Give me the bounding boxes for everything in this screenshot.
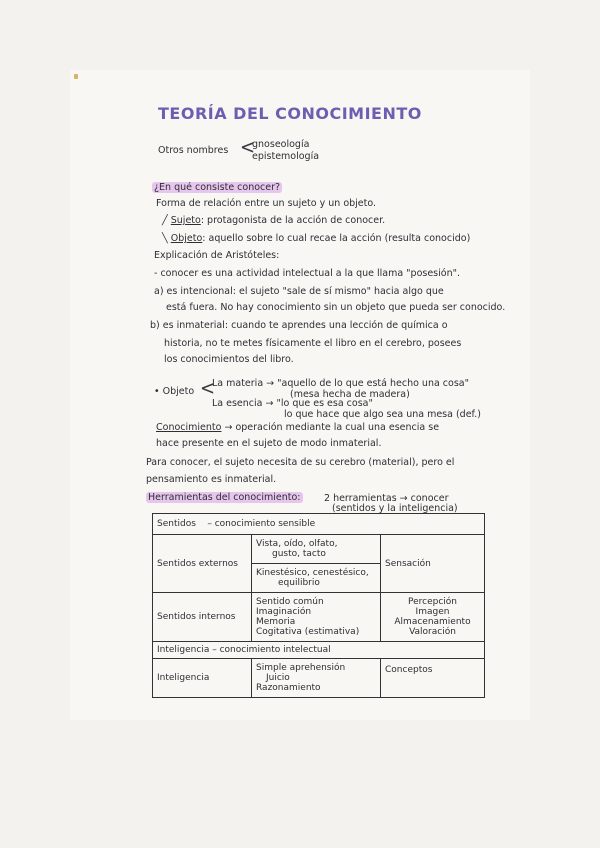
corner-mark	[74, 74, 78, 79]
sentidos-internos-cell: Sentidos internos	[153, 593, 252, 642]
sensacion-cell: Sensación	[381, 535, 485, 593]
otros-nombres-item: gnoseología	[252, 139, 310, 150]
definition-text: Forma de relación entre un sujeto y un objeto.	[156, 198, 377, 209]
aristoteles-line: b) es inmaterial: cuando te aprendes una lección de química o	[150, 320, 448, 331]
internos-result-cell: Percepción Imagen Almacenamiento Valoración	[381, 593, 485, 642]
inteligencia-cell: Inteligencia	[153, 659, 252, 698]
esencia-example: lo que hace que algo sea una mesa (def.)	[284, 409, 481, 420]
herramientas-note: 2 herramientas → conocer	[324, 493, 449, 504]
internos-list-cell: Sentido común Imaginación Memoria Cogitativa (estimativa)	[252, 593, 381, 642]
objeto-line: ╲ Objeto: aquello sobre lo cual recae la acción (resulta conocido)	[162, 233, 471, 244]
sentidos-externos-cell: Sentidos externos	[153, 535, 252, 593]
brace-icon: <	[240, 135, 256, 159]
inteligencia-list-cell: Simple aprehensión Juicio Razonamiento	[252, 659, 381, 698]
table-row	[153, 514, 485, 535]
esencia-line: La esencia → "lo que es esa cosa"	[212, 398, 373, 409]
herramientas-heading: Herramientas del conocimiento:	[148, 492, 301, 503]
conocimiento-line: Conocimiento → operación mediante la cual una esencia se	[156, 422, 440, 433]
herramientas-note: (sentidos y la inteligencia)	[332, 503, 458, 514]
aristoteles-line: - conocer es una actividad intelectual a la que llama "posesión".	[154, 268, 460, 279]
externos-list-cell: Vista, oído, olfato, gusto, tacto	[252, 535, 381, 564]
table-header: Sentidos – conocimiento sensible	[153, 514, 485, 535]
aristoteles-line: está fuera. No hay conocimiento sin un objeto que pueda ser conocido.	[166, 302, 506, 313]
aristoteles-heading: Explicación de Aristóteles:	[154, 250, 280, 261]
conceptos-cell: Conceptos	[381, 659, 485, 698]
question-heading: ¿En qué consiste conocer?	[154, 182, 281, 193]
table-row	[153, 593, 485, 642]
externos-list-cell: Kinestésico, cenestésico, equilibrio	[252, 564, 381, 593]
sujeto-line: ╱ Sujeto: protagonista de la acción de conocer.	[162, 215, 386, 226]
table-row	[153, 659, 485, 698]
table-row	[153, 642, 485, 659]
page-title: TEORÍA DEL CONOCIMIENTO	[158, 104, 422, 123]
objeto-label: • Objeto	[154, 386, 195, 397]
aristoteles-line: historia, no te metes físicamente el libro en el cerebro, posees	[164, 338, 462, 349]
para-conocer-line: Para conocer, el sujeto necesita de su cerebro (material), pero el	[146, 457, 455, 468]
inteligencia-header: Inteligencia – conocimiento intelectual	[153, 642, 485, 659]
materia-example: (mesa hecha de madera)	[290, 389, 410, 400]
aristoteles-line: a) es intencional: el sujeto "sale de sí mismo" hacia algo que	[154, 286, 444, 297]
aristoteles-line: los conocimientos del libro.	[164, 354, 294, 365]
table-row	[153, 535, 485, 564]
otros-nombres-label: Otros nombres	[158, 145, 229, 156]
otros-nombres-item: epistemología	[252, 151, 320, 162]
materia-line: La materia → "aquello de lo que está hecho una cosa"	[212, 378, 469, 389]
para-conocer-line: pensamiento es inmaterial.	[146, 474, 277, 485]
knowledge-table	[152, 513, 485, 698]
brace-icon: <	[200, 376, 216, 400]
conocimiento-line: hace presente en el sujeto de modo inmaterial.	[156, 438, 382, 449]
